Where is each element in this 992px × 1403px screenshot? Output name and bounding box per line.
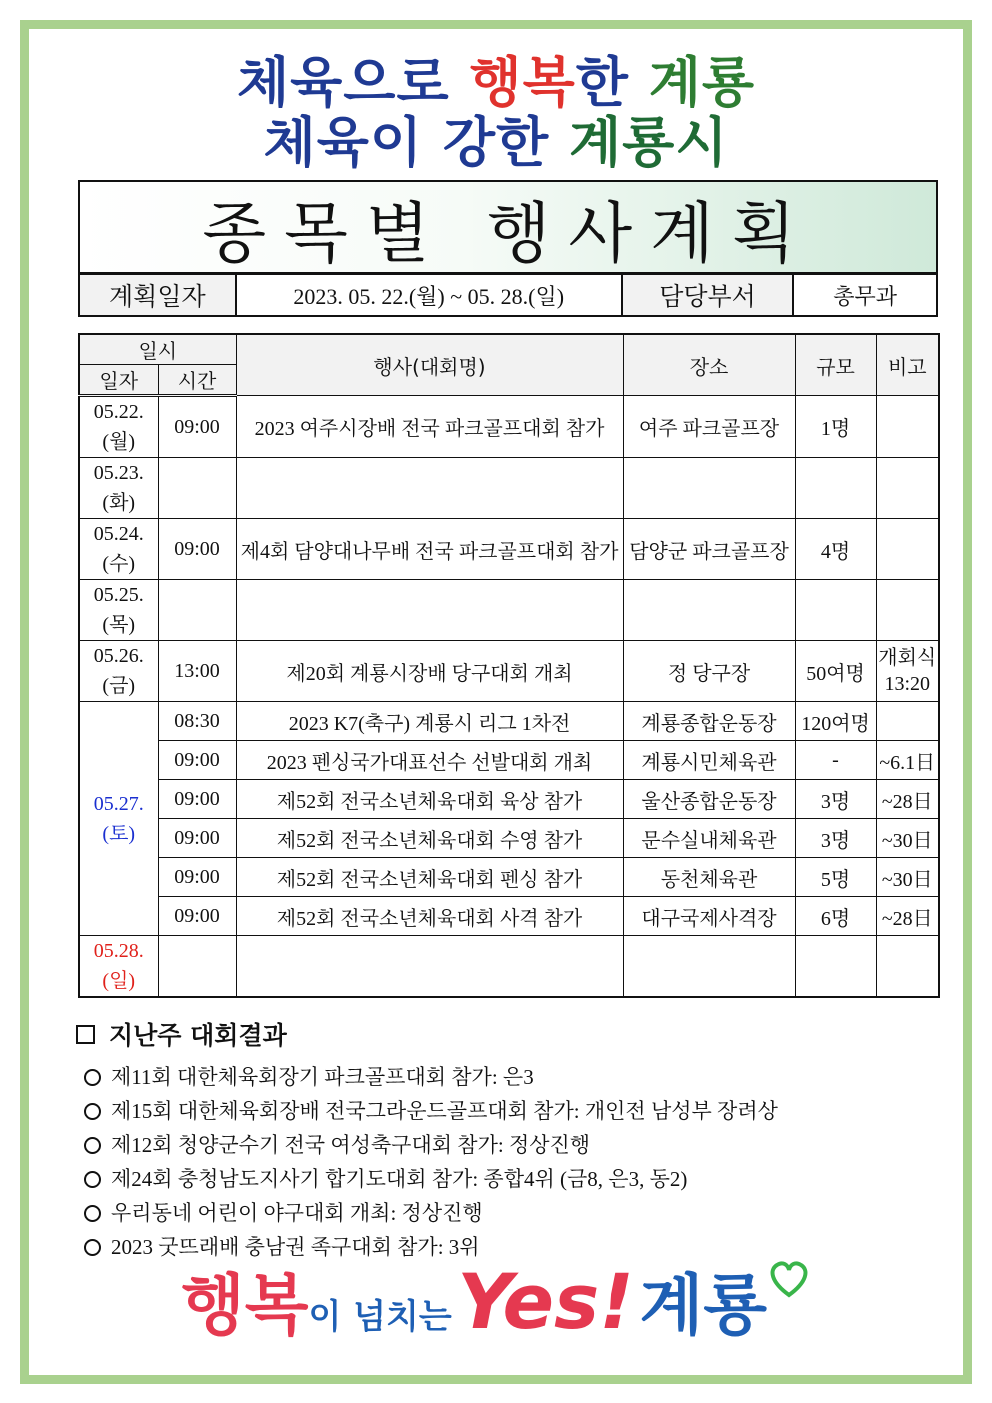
results-heading: 지난주 대회결과 [76, 1016, 936, 1052]
event-cell: 2023 여주시장배 전국 파크골프대회 참가 [236, 396, 623, 458]
scale-cell: 4명 [795, 519, 876, 580]
scale-cell: 5명 [795, 858, 876, 897]
note-cell: ~30日 [876, 819, 939, 858]
list-item: 제15회 대한체육회장배 전국그라운드골프대회 참가: 개인전 남성부 장려상 [76, 1094, 936, 1128]
schedule-table [78, 333, 940, 998]
circle-bullet-icon [84, 1205, 101, 1222]
table-row [79, 858, 939, 897]
circle-bullet-icon [84, 1171, 101, 1188]
event-cell: 2023 펜싱국가대표선수 선발대회 개최 [236, 741, 623, 780]
date-cell-sunday: 05.28. (일) [79, 936, 158, 998]
table-row [79, 458, 939, 519]
event-cell: 2023 K7(축구) 계룡시 리그 1차전 [236, 702, 623, 741]
scale-cell: 6명 [795, 897, 876, 936]
plan-date-label: 계획일자 [79, 274, 236, 316]
slogan-line-2 [0, 112, 992, 174]
slogan-line-1 [0, 52, 992, 114]
scale-cell: - [795, 741, 876, 780]
date-cell: 05.25. (목) [79, 580, 158, 641]
date-cell-saturday: 05.27. (토) [79, 702, 158, 936]
table-row [79, 819, 939, 858]
place-cell: 동천체육관 [623, 858, 795, 897]
note-cell [876, 702, 939, 741]
circle-bullet-icon [84, 1069, 101, 1086]
scale-cell: 1명 [795, 396, 876, 458]
event-cell: 제52회 전국소년체육대회 펜싱 참가 [236, 858, 623, 897]
slogan-city: 계룡시 [568, 111, 729, 174]
footer-slogan [0, 1252, 992, 1347]
scale-cell: 3명 [795, 780, 876, 819]
plan-info-table [78, 273, 938, 317]
time-cell: 09:00 [158, 519, 236, 580]
table-row [79, 741, 939, 780]
time-cell: 08:30 [158, 702, 236, 741]
time-cell: 09:00 [158, 396, 236, 458]
place-cell: 계룡시민체육관 [623, 741, 795, 780]
results-section [76, 1016, 936, 1264]
list-item: 제11회 대한체육회장기 파크골프대회 참가: 은3 [76, 1060, 936, 1094]
event-cell: 제52회 전국소년체육대회 수영 참가 [236, 819, 623, 858]
title-box [78, 180, 938, 274]
slogan-text: 한 [575, 51, 649, 114]
event-cell: 제52회 전국소년체육대회 사격 참가 [236, 897, 623, 936]
list-item: 2023 굿뜨래배 충남권 족구대회 참가: 3위 [76, 1230, 936, 1264]
list-item: 우리동네 어린이 야구대회 개최: 정상진행 [76, 1196, 936, 1230]
place-cell: 여주 파크골프장 [623, 396, 795, 458]
time-cell: 09:00 [158, 780, 236, 819]
time-cell: 09:00 [158, 741, 236, 780]
scale-cell: 50여명 [795, 641, 876, 702]
time-cell: 09:00 [158, 858, 236, 897]
header-time: 시간 [158, 365, 236, 396]
time-cell: 09:00 [158, 819, 236, 858]
note-cell: ~30日 [876, 858, 939, 897]
circle-bullet-icon [84, 1137, 101, 1154]
date-cell: 05.26. (금) [79, 641, 158, 702]
scale-cell: 3명 [795, 819, 876, 858]
header-event: 행사(대회명) [236, 334, 623, 396]
footer-yes: Yes! [457, 1257, 634, 1346]
table-row [79, 641, 939, 702]
date-cell: 05.24. (수) [79, 519, 158, 580]
header-date: 일자 [79, 365, 158, 396]
list-item: 제12회 청양군수기 전국 여성축구대회 참가: 정상진행 [76, 1128, 936, 1162]
note-cell [876, 519, 939, 580]
footer-word: 이 넘치는 [308, 1297, 452, 1337]
dept-label: 담당부서 [622, 274, 794, 316]
note-cell: ~6.1日 [876, 741, 939, 780]
event-cell: 제52회 전국소년체육대회 육상 참가 [236, 780, 623, 819]
table-row [79, 519, 939, 580]
table-row [79, 702, 939, 741]
note-cell: ~28日 [876, 897, 939, 936]
table-row [79, 936, 939, 998]
footer-city: 계룡 [639, 1267, 768, 1344]
table-row [79, 780, 939, 819]
dept: 총무과 [793, 274, 937, 316]
table-row [79, 897, 939, 936]
table-row [79, 396, 939, 458]
time-cell: 13:00 [158, 641, 236, 702]
header-datetime: 일시 [79, 334, 236, 365]
page-title: 종목별 행사계획 [202, 194, 814, 272]
place-cell: 대구국제사격장 [623, 897, 795, 936]
event-cell: 제4회 담양대나무배 전국 파크골프대회 참가 [236, 519, 623, 580]
note-cell: 개회식 13:20 [876, 641, 939, 702]
header-place: 장소 [623, 334, 795, 396]
table-row [79, 580, 939, 641]
square-bullet-icon [76, 1025, 95, 1044]
place-cell: 정 당구장 [623, 641, 795, 702]
slogan-highlight: 행복 [469, 51, 576, 114]
header-scale: 규모 [795, 334, 876, 396]
place-cell: 문수실내체육관 [623, 819, 795, 858]
date-cell: 05.22. (월) [79, 396, 158, 458]
plan-date: 2023. 05. 22.(월) ~ 05. 28.(일) [236, 274, 622, 316]
note-cell [876, 396, 939, 458]
footer-word: 행복 [180, 1267, 309, 1344]
slogan-text: 체육이 강한 [263, 111, 569, 174]
list-item: 제24회 충청남도지사기 합기도대회 참가: 종합4위 (금8, 은3, 동2) [76, 1162, 936, 1196]
heart-icon [767, 1260, 811, 1302]
slogan-city: 계룡 [648, 51, 756, 114]
circle-bullet-icon [84, 1103, 101, 1120]
time-cell: 09:00 [158, 897, 236, 936]
date-cell: 05.23. (화) [79, 458, 158, 519]
event-cell: 제20회 계룡시장배 당구대회 개최 [236, 641, 623, 702]
place-cell: 울산종합운동장 [623, 780, 795, 819]
scale-cell: 120여명 [795, 702, 876, 741]
slogan-text: 체육으로 [236, 51, 470, 114]
place-cell: 계룡종합운동장 [623, 702, 795, 741]
note-cell: ~28日 [876, 780, 939, 819]
place-cell: 담양군 파크골프장 [623, 519, 795, 580]
header-note: 비고 [876, 334, 939, 396]
